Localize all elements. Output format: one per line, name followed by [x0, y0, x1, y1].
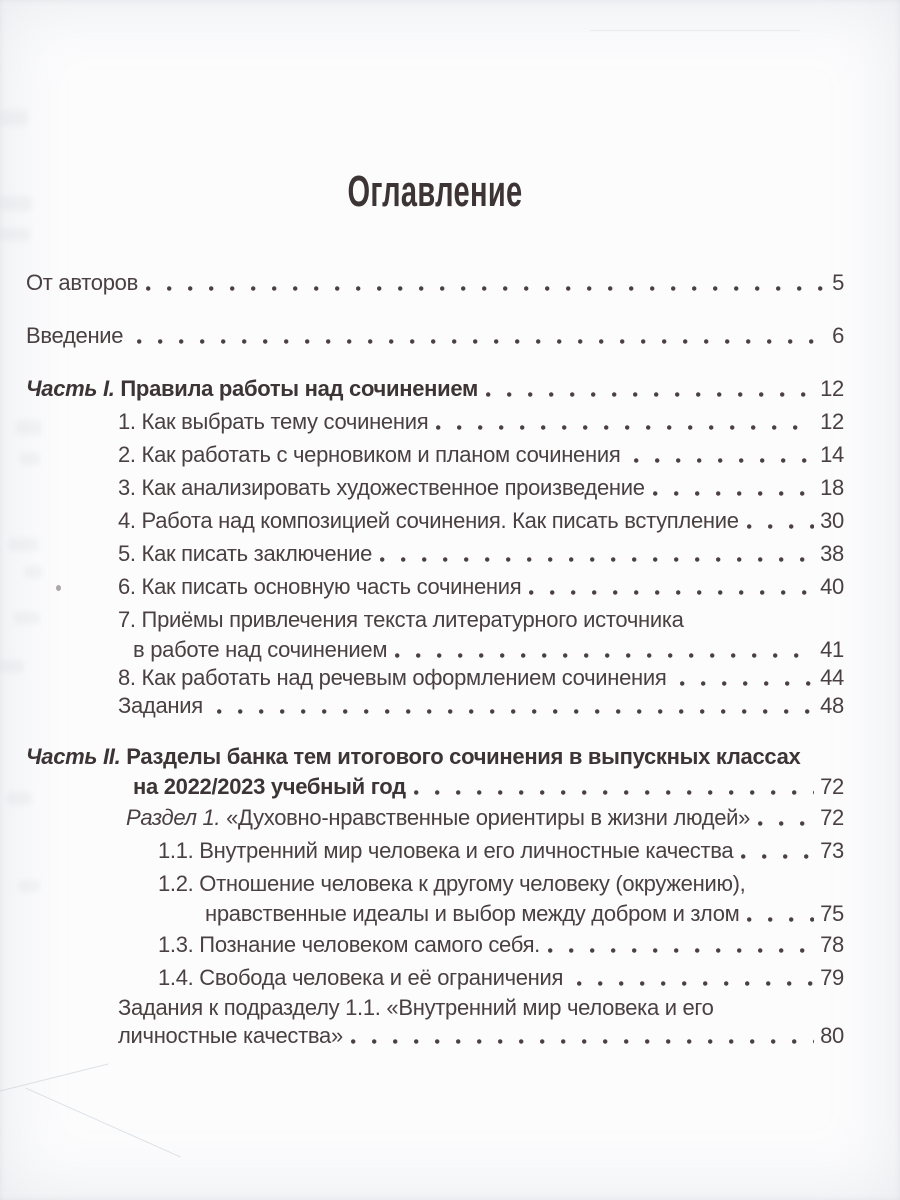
- toc-entry: [26, 900, 844, 928]
- toc-page-number: 80: [820, 1023, 844, 1048]
- dot-leader: [634, 458, 814, 463]
- toc-entry: [26, 867, 844, 900]
- toc-page-number: 73: [820, 838, 844, 863]
- toc-page-number: 44: [820, 665, 844, 690]
- toc-page-number: 12: [820, 409, 844, 434]
- dot-leader: [217, 709, 814, 714]
- toc-entry-text: 3. Как анализировать художественное произведение: [118, 475, 645, 500]
- toc-entry-text: в работе над сочинением: [133, 637, 388, 662]
- dot-leader: [380, 557, 814, 562]
- toc-page-number: 5: [832, 270, 844, 295]
- toc-entry-text: Введение: [26, 323, 130, 348]
- toc-entry-text: От авторов: [26, 270, 138, 295]
- toc-entry-text: 8. Как работать над речевым оформлением сочинения: [118, 665, 673, 690]
- toc-page-number: 14: [820, 442, 844, 467]
- toc-entry: [26, 834, 844, 867]
- dot-leader: [351, 1039, 814, 1044]
- toc-entry-text: 1. Как выбрать тему сочинения: [118, 409, 429, 434]
- dot-leader: [741, 854, 814, 859]
- toc-entry: [26, 692, 844, 720]
- toc-entry: [26, 266, 844, 299]
- dot-leader: [436, 425, 814, 430]
- toc-entry-text: Раздел 1. «Духовно-нравственные ориентиры в жизни людей»: [126, 805, 751, 830]
- toc-page-number: 40: [820, 574, 844, 599]
- toc-entry: [26, 438, 844, 471]
- toc-entry-text: 1.1. Внутренний мир человека и его личностные качества: [158, 838, 734, 863]
- toc-page-number: 12: [820, 376, 844, 401]
- toc-page-number: 6: [832, 323, 844, 348]
- toc-entry-text: Часть II. Разделы банка тем итогового сочинения в выпускных классах: [26, 744, 801, 769]
- toc-entry-text: 7. Приёмы привлечения текста литературного источника: [118, 607, 684, 632]
- dot-leader: [137, 339, 826, 344]
- toc-entry-text: Задания к подразделу 1.1. «Внутренний мир человека и его: [118, 995, 714, 1020]
- toc-entry-text: 1.2. Отношение человека к другому человеку (окружению),: [158, 871, 746, 896]
- toc-entry-text: на 2022/2023 учебный год: [133, 774, 406, 799]
- toc-entry: [26, 570, 844, 603]
- toc-entry-text: 1.3. Познание человеком самого себя.: [158, 932, 540, 957]
- toc-page-number: 18: [820, 475, 844, 500]
- toc-entry: [26, 537, 844, 570]
- toc-entry: [26, 994, 844, 1022]
- dot-leader: [548, 948, 814, 953]
- toc-entry-text: 4. Работа над композицией сочинения. Как писать вступление: [118, 508, 739, 533]
- crease-line: [25, 1087, 181, 1157]
- toc-entry-text: 6. Как писать основную часть сочинения: [118, 574, 522, 599]
- dot-leader: [747, 524, 814, 529]
- toc-page-number: 30: [820, 508, 844, 533]
- bleedthrough-mark: [0, 660, 24, 673]
- toc-entry: [26, 928, 844, 961]
- toc-entry: [26, 773, 844, 801]
- toc-entry: [26, 504, 844, 537]
- dot-leader: [395, 653, 814, 658]
- toc-page-number: 75: [820, 901, 844, 926]
- toc-page-number: 72: [820, 774, 844, 799]
- dot-leader: [486, 392, 814, 397]
- toc-entry-text: нравственные идеалы и выбор между добром и злом: [205, 901, 740, 926]
- dot-leader: [758, 821, 814, 826]
- toc-entry-text: Задания: [118, 693, 209, 718]
- dot-leader: [747, 917, 814, 922]
- toc-entry: [26, 603, 844, 636]
- toc-page-number: 78: [820, 932, 844, 957]
- toc-entry-text: 5. Как писать заключение: [118, 541, 373, 566]
- crease-line: [0, 1063, 108, 1093]
- toc-entry: [26, 961, 844, 994]
- toc-entry: [26, 1022, 844, 1050]
- toc-page-number: 79: [820, 965, 844, 990]
- dot-leader: [146, 286, 826, 291]
- toc-entry-text: 2. Как работать с черновиком и планом сочинения: [118, 442, 627, 467]
- toc-entry-text: 1.4. Свобода человека и её ограничения: [158, 965, 569, 990]
- toc-entry: [26, 740, 844, 773]
- toc-page-number: 38: [820, 541, 844, 566]
- toc-page-number: 41: [820, 637, 844, 662]
- toc-entry: [26, 372, 844, 405]
- toc-content: [26, 0, 844, 1050]
- toc-entry: [26, 319, 844, 352]
- dot-leader: [577, 981, 814, 986]
- toc-list: [26, 266, 844, 1050]
- toc-entry-text: Часть I. Правила работы над сочинением: [26, 376, 478, 401]
- toc-entry: [26, 471, 844, 504]
- toc-entry: [26, 405, 844, 438]
- toc-page-number: 72: [820, 805, 844, 830]
- toc-entry: [26, 636, 844, 664]
- toc-entry: [26, 801, 844, 834]
- dot-leader: [414, 790, 814, 795]
- toc-entry: [26, 664, 844, 692]
- bleedthrough-mark: [0, 110, 28, 126]
- dot-leader: [653, 491, 814, 496]
- dot-leader: [680, 681, 814, 686]
- page-title: Оглавление: [347, 167, 523, 216]
- toc-page-number: 48: [820, 693, 844, 718]
- dot-leader: [529, 590, 814, 595]
- toc-entry-text: личностные качества»: [118, 1023, 343, 1048]
